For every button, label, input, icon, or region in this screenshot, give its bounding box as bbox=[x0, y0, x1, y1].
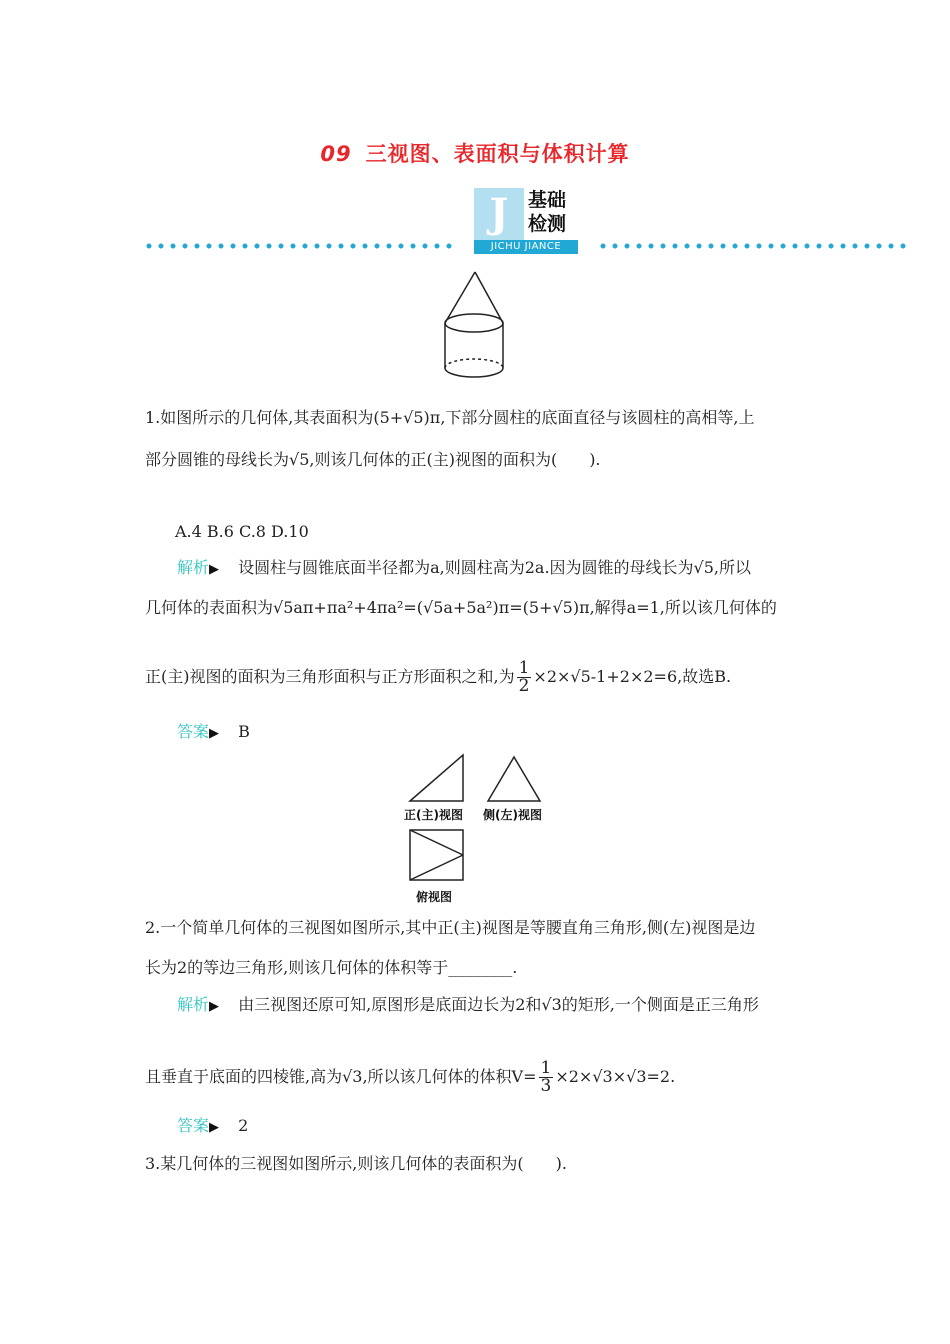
fraction-denominator: 3 bbox=[540, 1076, 552, 1096]
side-view-triangle bbox=[488, 757, 540, 801]
badge-label-line2: 检测 bbox=[528, 213, 567, 235]
fraction-numerator: 1 bbox=[518, 658, 530, 678]
left-dotted-divider bbox=[143, 243, 453, 249]
q2-analysis-line2-a: 且垂直于底面的四棱锥,高为√3,所以该几何体的体积V= bbox=[145, 1067, 537, 1086]
q1-options: A.4 B.6 C.8 D.10 bbox=[175, 522, 309, 541]
top-view-label: 俯视图 bbox=[416, 890, 453, 904]
answer-tag: 答案 bbox=[177, 1116, 210, 1135]
section-number: 09 bbox=[320, 142, 352, 166]
badge-label-line1: 基础 bbox=[528, 189, 567, 211]
side-view-label: 侧(左)视图 bbox=[483, 808, 542, 822]
q2-answer: 2 bbox=[238, 1116, 249, 1135]
play-arrow-icon: ▶ bbox=[209, 1120, 220, 1135]
q1-analysis-line1: 设圆柱与圆锥底面半径都为a,则圆柱高为2a.因为圆锥的母线长为√5,所以 bbox=[238, 558, 752, 577]
badge-label bbox=[528, 188, 566, 236]
q1-analysis-line3-a: 正(主)视图的面积为三角形面积与正方形面积之和,为 bbox=[145, 667, 515, 686]
play-arrow-icon: ▶ bbox=[209, 562, 220, 577]
q1-analysis-row1 bbox=[177, 558, 751, 580]
q1-line1: 1.如图所示的几何体,其表面积为(5+√5)π,下部分圆柱的底面直径与该圆柱的高相等,上 bbox=[145, 408, 755, 427]
badge-english: JICHU JIANCE bbox=[474, 240, 578, 254]
q1-analysis-row3 bbox=[145, 660, 731, 695]
q2-line1: 2.一个简单几何体的三视图如图所示,其中正(主)视图是等腰直角三角形,侧(左)视图是边 bbox=[145, 918, 756, 937]
badge-letter: J bbox=[474, 188, 524, 240]
page-title bbox=[0, 138, 950, 168]
play-arrow-icon: ▶ bbox=[209, 999, 220, 1014]
right-dotted-divider bbox=[597, 243, 911, 249]
q2-analysis-row1 bbox=[177, 995, 759, 1017]
fraction-numerator: 1 bbox=[540, 1058, 552, 1078]
analysis-tag: 解析 bbox=[177, 995, 210, 1014]
fraction bbox=[539, 1060, 554, 1095]
q3-line1: 3.某几何体的三视图如图所示,则该几何体的表面积为( ). bbox=[145, 1154, 567, 1173]
q1-line2: 部分圆锥的母线长为√5,则该几何体的正(主)视图的面积为( ). bbox=[145, 450, 601, 469]
q1-answer-row bbox=[177, 722, 250, 744]
section-badge bbox=[474, 188, 578, 254]
q1-answer: B bbox=[238, 722, 250, 741]
section-title: 三视图、表面积与体积计算 bbox=[365, 142, 630, 166]
answer-tag: 答案 bbox=[177, 722, 210, 741]
q2-answer-row bbox=[177, 1116, 248, 1138]
q1-analysis-line3-b: ×2×√5-1+2×2=6,故选B. bbox=[533, 667, 732, 686]
q2-analysis-line2-b: ×2×√3×√3=2. bbox=[555, 1067, 676, 1086]
fraction-denominator: 2 bbox=[518, 676, 530, 696]
three-view-figure bbox=[404, 752, 554, 904]
q2-analysis-line1: 由三视图还原可知,原图形是底面边长为2和√3的矩形,一个侧面是正三角形 bbox=[238, 995, 759, 1014]
q2-line2: 长为2的等边三角形,则该几何体的体积等于________. bbox=[145, 958, 518, 977]
top-view-square bbox=[410, 830, 463, 880]
front-view-label: 正(主)视图 bbox=[404, 808, 463, 822]
front-view-triangle bbox=[410, 755, 463, 801]
play-arrow-icon: ▶ bbox=[209, 726, 220, 741]
analysis-tag: 解析 bbox=[177, 558, 210, 577]
q1-analysis-line2: 几何体的表面积为√5aπ+πa²+4πa²=(√5a+5a²)π=(5+√5)π,解得a=1,所以该几何体的 bbox=[145, 598, 777, 617]
cone-cylinder-figure bbox=[440, 268, 510, 388]
q2-analysis-row2 bbox=[145, 1060, 675, 1095]
fraction bbox=[517, 660, 532, 695]
